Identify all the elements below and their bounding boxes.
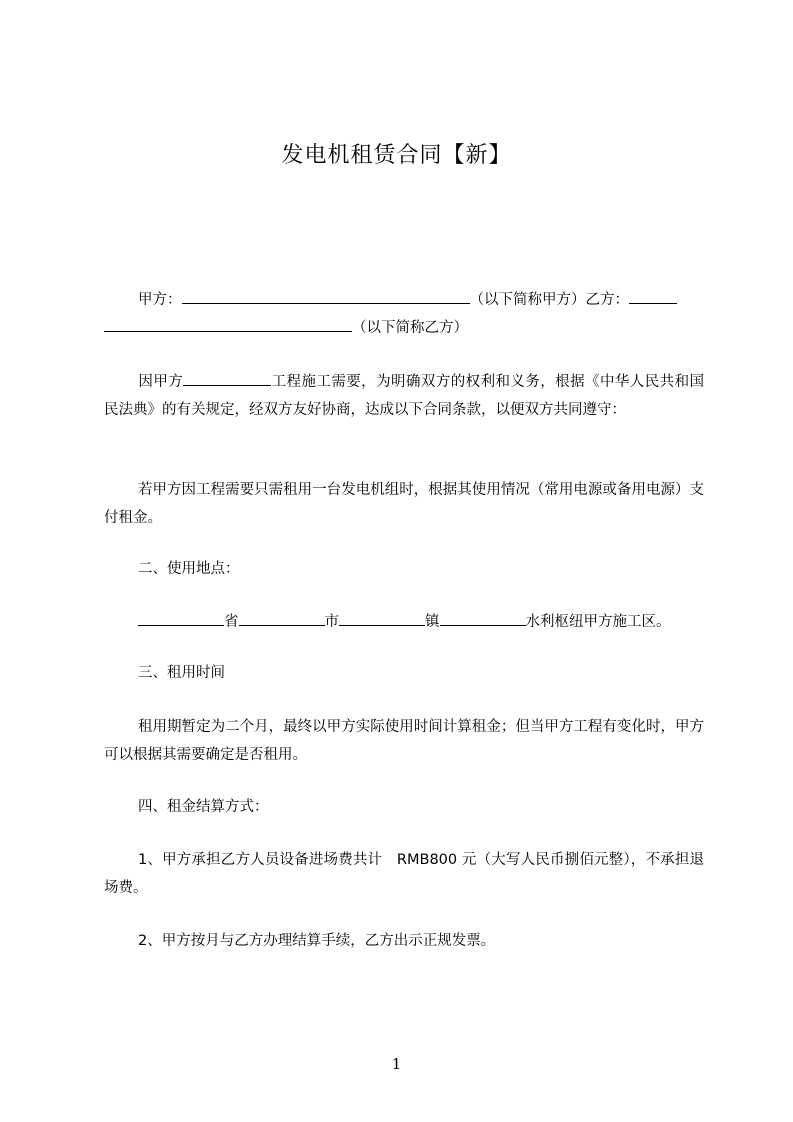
site-blank[interactable] [440,611,526,626]
heading-3-text: 三、租用时间 [138,665,225,681]
town-blank[interactable] [339,611,425,626]
intro-paragraph [104,368,704,424]
document-title: 发电机租赁合同【新】 [281,143,512,168]
clause-1-paragraph [104,476,704,532]
heading-2-text: 二、使用地点： [138,561,240,577]
heading-4 [104,793,704,821]
heading-3 [104,659,704,687]
clause-3-paragraph [104,713,704,769]
city-blank[interactable] [239,611,325,626]
clause-4-2-text: 2、甲方按月与乙方办理结算手续，乙方出示正规发票。 [138,933,496,949]
town-label: 镇 [425,614,440,630]
city-label: 市 [324,614,339,630]
party-b-blank[interactable] [104,317,352,332]
party-b-suffix: （以下简称乙方） [352,320,468,336]
clause-4-1-paragraph [104,846,704,902]
page-number: 1 [391,1055,402,1073]
location-tail: 水利枢纽甲方施工区。 [525,614,671,630]
province-blank[interactable] [138,611,224,626]
party-a-label: 甲方： [138,292,182,308]
party-b-blank-start[interactable] [629,289,677,304]
clause-4-2-line [104,927,704,955]
heading-2 [104,555,704,583]
party-a-blank[interactable] [182,289,470,304]
intro-body: 工程施工需要，为明确双方的权利和义务，根据《中华人民共和国民法典》的有关规定，经双方友好协商，达成以下合同条款，以便双方共同遵守： [104,374,705,418]
intro-prefix: 因甲方 [138,374,184,390]
party-line-1 [104,286,704,314]
clause-1-text: 若甲方因工程需要只需租用一台发电机组时，根据其使用情况（常用电源或备用电源）支付租金。 [104,482,704,526]
project-name-blank[interactable] [183,371,271,386]
heading-4-text: 四、租金结算方式： [138,799,269,815]
clause-3-text: 租用期暂定为二个月，最终以甲方实际使用时间计算租金；但当甲方工程有变化时，甲方可以根据其需要确定是否租用。 [104,719,704,763]
party-a-suffix: （以下简称甲方）乙方： [469,292,629,308]
province-label: 省 [224,614,239,630]
location-line [104,608,704,636]
clause-4-1-text: 1、甲方承担乙方人员设备进场费共计 RMB800 元（大写人民币捌佰元整），不承担退场费。 [104,852,704,896]
party-line-2 [104,314,704,342]
